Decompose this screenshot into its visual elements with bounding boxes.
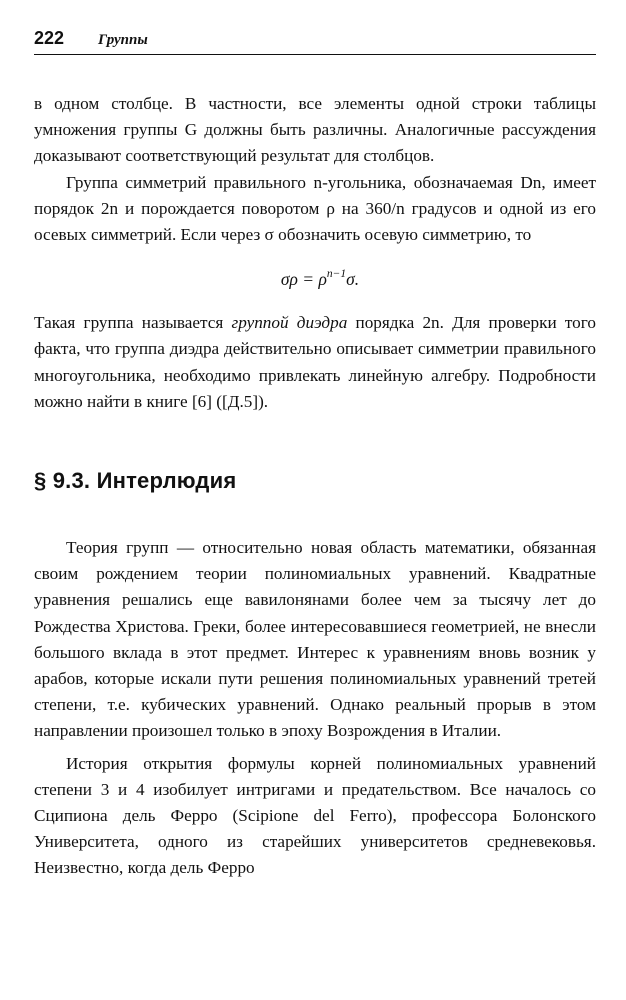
paragraph-history-intro: Теория групп — относительно новая область математики, обязанная своим рождением теории полиномиальных уравнений. Квадратные уравнения решались еще вавилонянами более чем за тысячу лет до Рождества Христова. Греки, более интересовавшиеся геометрией, не внесли большого вклада в этот предмет. Интерес к уравнениям вновь возник у арабов, которые искали пути решения полиномиальных уравнений третей степени, т.е. кубических уравнений. Однако реальный прорыв в этом направлении произошел только в эпоху Возрождения в Италии. — [34, 538, 596, 741]
running-title: Группы — [98, 32, 148, 48]
paragraph-dihedral-group: Группа симметрий правильного n-угольника, обозначаемая Dn, имеет порядок 2n и порождается поворотом ρ на 360/n градусов и одной из его осевых симметрий. Если через σ обозначить осевую симметрию, то — [34, 172, 596, 245]
formula-exponent: n−1 — [326, 268, 347, 281]
section-title: Интерлюдия — [96, 468, 237, 494]
paragraph-history-del-ferro: История открытия формулы корней полиномиальных уравнений степени 3 и 4 изобилует интригами и предательством. Все началось со Сципиона дель Ферро (Scipione del Ferro), профессора Болонского Университета, одного из старейших университетов средневековья. Неизвестно, когда дель Ферро — [34, 753, 596, 878]
paragraph-text-start: Такая группа называется — [34, 313, 232, 333]
page-body — [34, 91, 596, 882]
book-page — [34, 28, 596, 882]
paragraph-continuation: в одном столбце. В частности, все элементы одной строки таблицы умножения группы G должны быть различны. Аналогичные рассуждения доказывают соответствующий результат для столбцов. — [34, 94, 596, 166]
formula-dihedral-relation — [34, 266, 596, 292]
paragraph-text-end: порядка 2n. Для проверки того факта, что группа диэдра действительно описывает симметрии правильного многоугольника, необходимо привлекать линейную алгебру. Подробности можно найти в книге [6] ([Д.5]). — [34, 313, 596, 411]
page-header — [34, 28, 596, 55]
page-number: 222 — [34, 28, 65, 48]
formula-lhs: σρ = ρ — [280, 269, 327, 290]
section-number: § 9.3. — [34, 468, 91, 494]
formula-rhs: σ. — [346, 269, 360, 290]
section-heading — [34, 467, 596, 495]
paragraph-dihedral-definition — [34, 310, 596, 415]
term-dihedral-group: группой диэдра — [231, 313, 348, 333]
